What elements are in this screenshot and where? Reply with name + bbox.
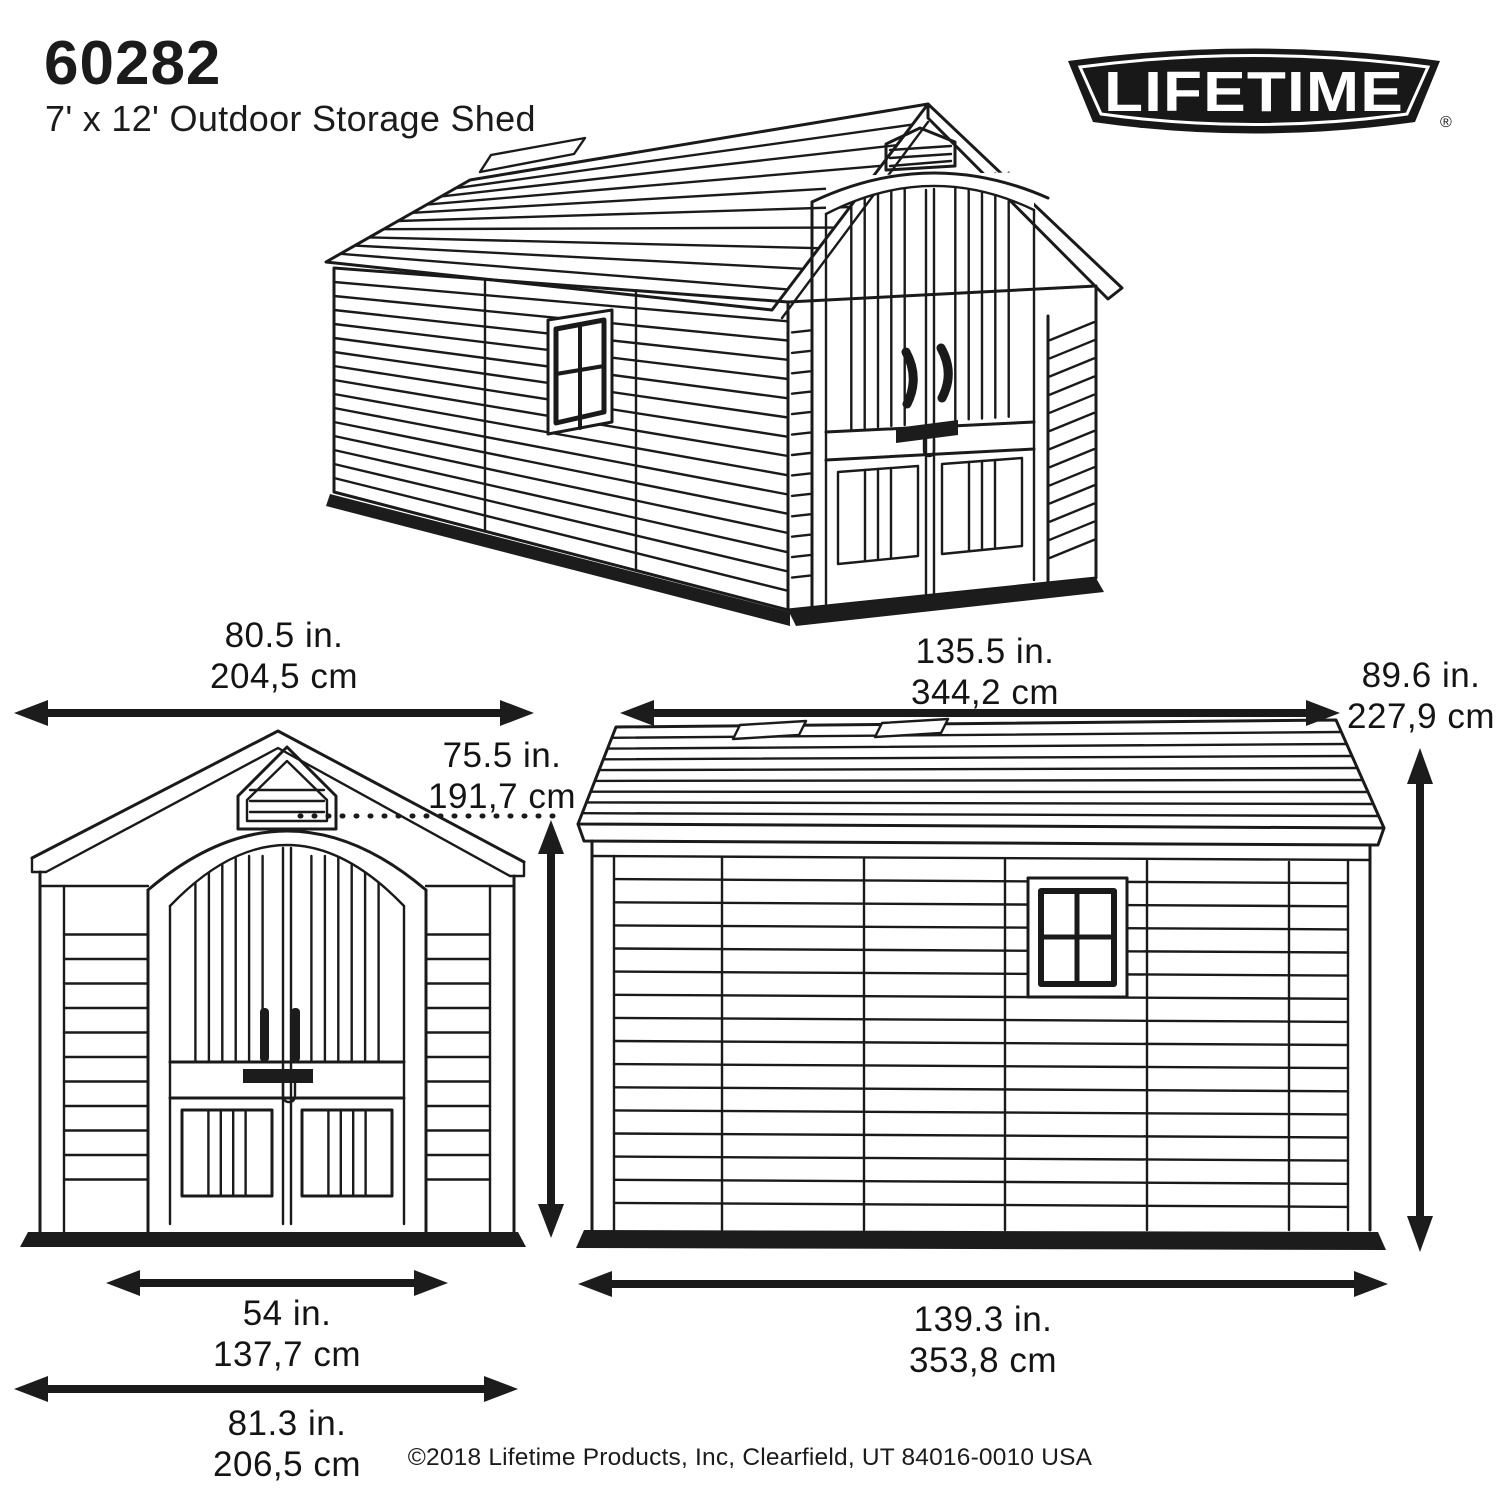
- dimension-value-inches: 139.3 in.: [913, 1300, 1053, 1339]
- shed-side-view-drawing: [576, 719, 1386, 1250]
- door-opening-height-dimension-arrow: [538, 820, 564, 1238]
- iso-door-handles-icon: [906, 352, 913, 404]
- iso-left-lower-planks: [865, 468, 891, 561]
- side-siding-lines: [614, 879, 1348, 1207]
- front-door-latch: [243, 1069, 313, 1083]
- side-roof-shingle-lines: [582, 732, 1378, 816]
- iso-front-left-strip-siding: [792, 330, 810, 577]
- iso-right-door-planks: [955, 173, 1008, 421]
- dimension-value-centimeters: 206,5 cm: [213, 1444, 361, 1484]
- front-left-door-planks: [195, 856, 262, 1062]
- front-gable-vent-icon: [238, 747, 336, 829]
- dimension-value-inches: 89.6 in.: [1361, 656, 1481, 695]
- front-base-width-dimension-arrow: [14, 1376, 518, 1402]
- door-opening-width-dimension-label: [213, 1294, 361, 1375]
- roof-peak-height-dimension-label: [1347, 656, 1495, 737]
- front-base-width-dimension-label: [213, 1404, 361, 1485]
- dimension-value-centimeters: 344,2 cm: [911, 672, 1059, 712]
- dimension-value-centimeters: 137,7 cm: [213, 1334, 361, 1374]
- dimension-value-centimeters: 204,5 cm: [210, 656, 358, 696]
- iso-front-right-strip-siding: [1050, 322, 1094, 558]
- lifetime-logo-text: LIFETIME: [1104, 60, 1404, 124]
- iso-left-door-planks: [851, 179, 904, 429]
- shed-isometric-drawing: [326, 104, 1122, 626]
- overall-length-dimension-label: [911, 632, 1059, 713]
- front-right-siding-lines: [426, 935, 490, 1180]
- side-skylight: [733, 721, 806, 739]
- door-opening-height-dimension-label: [428, 736, 576, 817]
- dimension-value-centimeters: 191,7 cm: [428, 776, 576, 816]
- product-subtitle: 7' x 12' Outdoor Storage Shed: [45, 98, 536, 139]
- front-right-door-planks: [311, 856, 378, 1062]
- page-title-model-number: 60282: [44, 29, 222, 98]
- dimension-value-centimeters: 353,8 cm: [909, 1340, 1057, 1380]
- front-right-lower-planks: [328, 1110, 365, 1196]
- front-left-lower-planks: [208, 1110, 245, 1196]
- door-opening-width-dimension-arrow: [106, 1270, 448, 1296]
- roof-peak-height-dimension-arrow: [1407, 748, 1433, 1252]
- side-base-length-dimension-label: [909, 1300, 1057, 1381]
- dimension-value-inches: 81.3 in.: [227, 1404, 347, 1443]
- lifetime-logo: [1056, 34, 1452, 142]
- copyright-text: ©2018 Lifetime Products, Inc, Clearfield, UT 84016-0010 USA: [407, 1444, 1093, 1471]
- front-left-siding-lines: [64, 935, 148, 1180]
- dimension-value-inches: 135.5 in.: [915, 632, 1055, 671]
- dimension-value-centimeters: 227,9 cm: [1347, 696, 1495, 736]
- iso-right-lower-planks: [969, 460, 995, 550]
- dimension-value-inches: 80.5 in.: [224, 616, 344, 655]
- dimension-value-inches: 75.5 in.: [442, 736, 562, 775]
- front-width-dimension-arrow: [14, 700, 534, 726]
- front-door-handles-icon: [260, 1008, 269, 1062]
- iso-skylight: [480, 138, 585, 172]
- registered-trademark-icon: ®: [1440, 114, 1452, 131]
- dimension-value-inches: 54 in.: [242, 1294, 332, 1333]
- side-base-length-dimension-arrow: [578, 1271, 1388, 1297]
- front-width-dimension-label: [210, 616, 358, 697]
